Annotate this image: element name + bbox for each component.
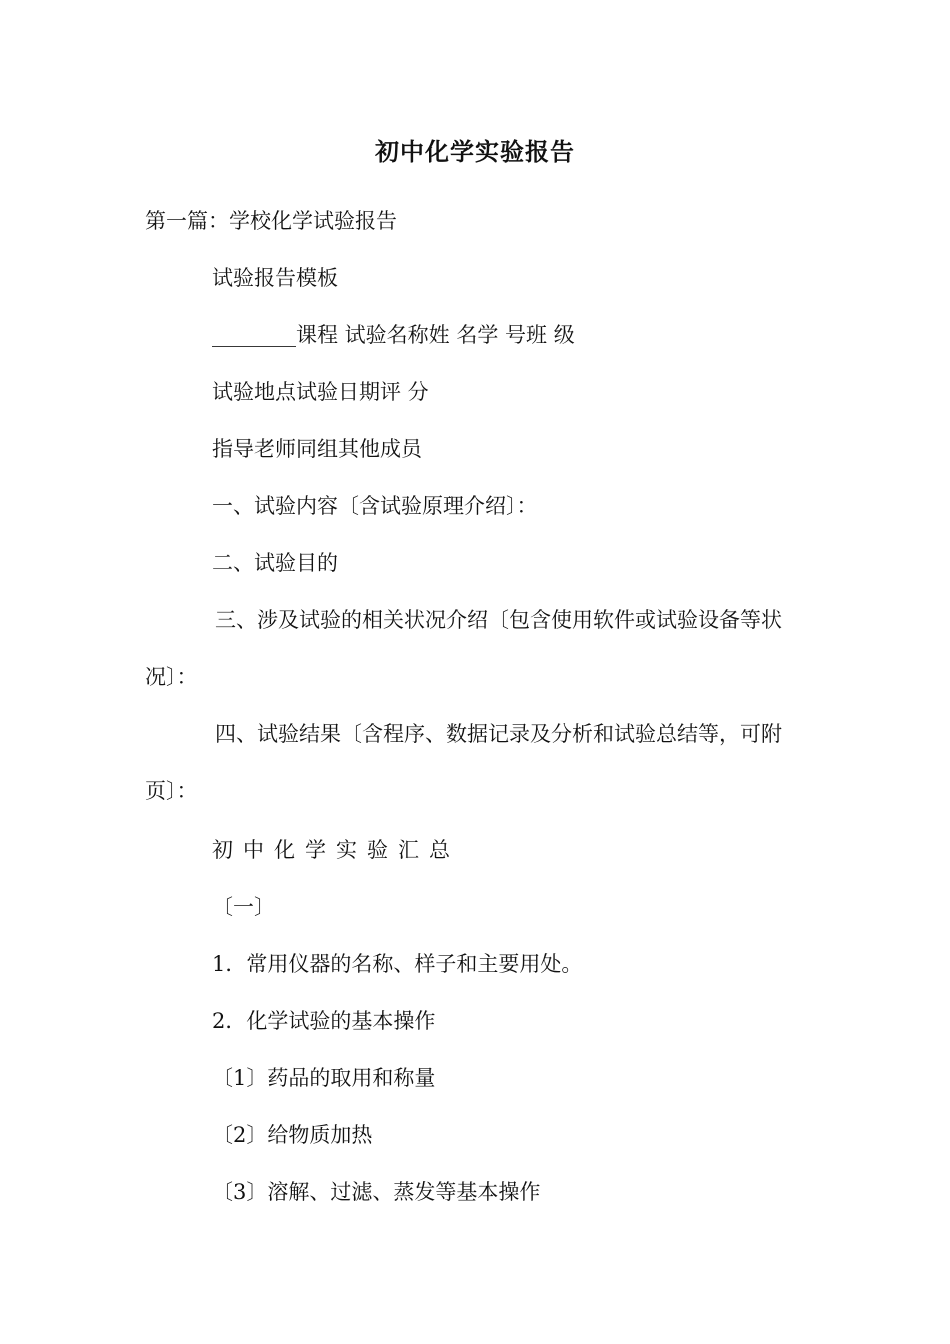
paragraph-line: ________课程 试验名称姓 名学 号班 级: [212, 323, 575, 347]
paragraph-line: 指导老师同组其他成员: [212, 437, 422, 461]
paragraph-line: 二、试验目的: [212, 551, 338, 575]
list-item: 〔2〕给物质加热: [212, 1123, 373, 1147]
paragraph-line: 〔一〕: [212, 895, 275, 919]
paragraph-line: 试验报告模板: [212, 266, 338, 290]
subheading: 初中化学实验汇总: [212, 838, 460, 862]
document-title: 初中化学实验报告: [375, 137, 575, 166]
paragraph-wrapped: 四、试验结果〔含程序、数据记录及分析和试验总结等，可附页〕：: [145, 722, 782, 803]
list-item: 1．常用仪器的名称、样子和主要用处。: [212, 952, 583, 976]
paragraph-wrapped: 三、涉及试验的相关状况介绍〔包含使用软件或试验设备等状况〕：: [145, 608, 782, 689]
list-item: 2．化学试验的基本操作: [212, 1009, 436, 1033]
list-item: 〔3〕溶解、过滤、蒸发等基本操作: [212, 1180, 541, 1204]
section-heading: 第一篇：学校化学试验报告: [145, 209, 397, 233]
paragraph-line: 试验地点试验日期评 分: [212, 380, 429, 404]
list-item: 〔1〕药品的取用和称量: [212, 1066, 436, 1090]
paragraph-line: 一、试验内容〔含试验原理介绍〕：: [212, 494, 538, 518]
